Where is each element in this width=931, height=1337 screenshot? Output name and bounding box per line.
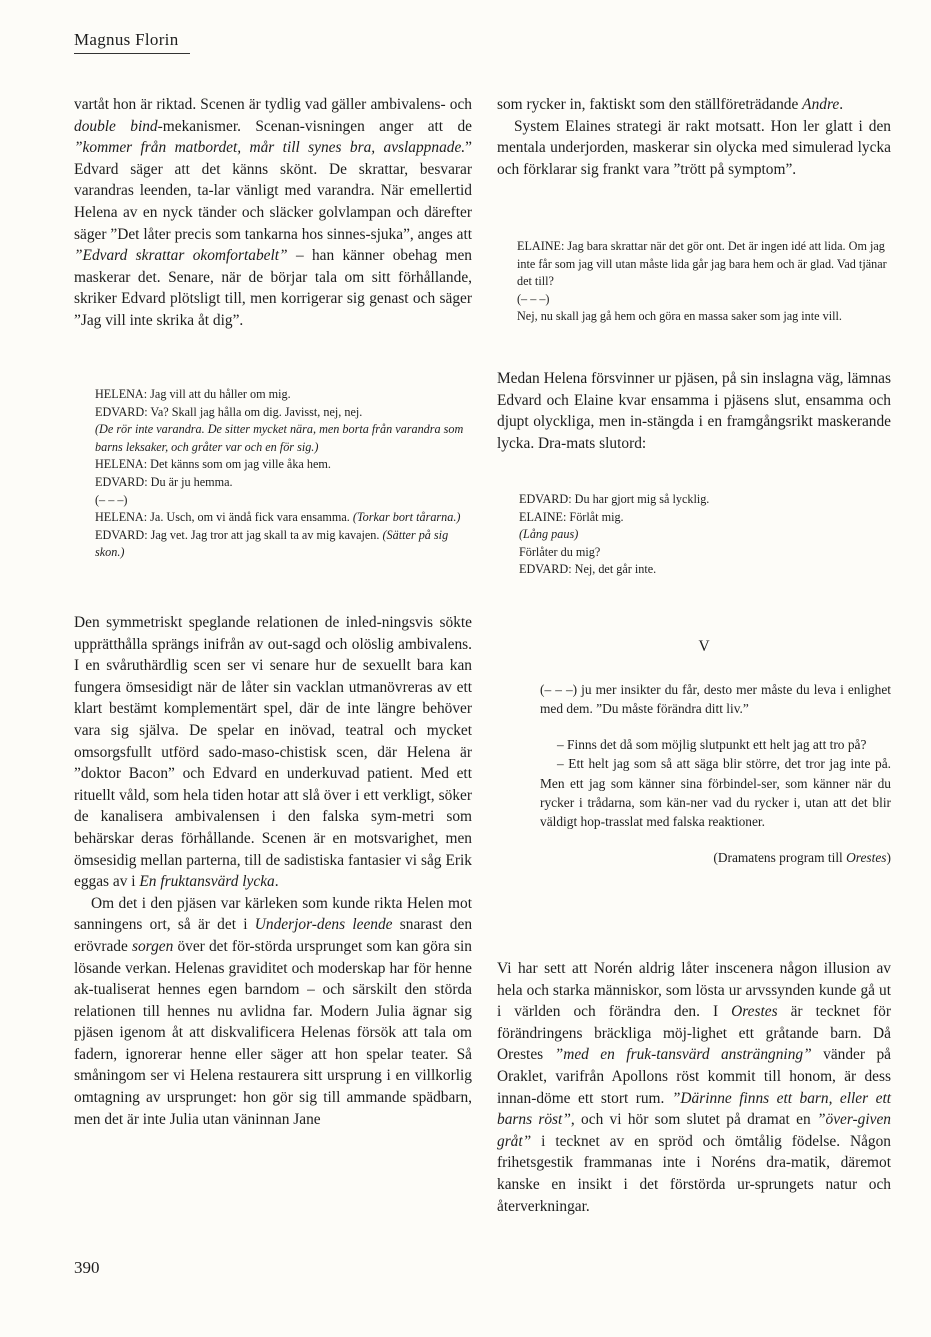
quote-paragraph: – Finns det då som möjlig slutpunkt ett helt jag att tro på?	[557, 736, 867, 752]
dialogue-excerpt-right-2	[519, 491, 891, 579]
ellipsis-marker: (– – –)	[95, 492, 128, 507]
dialogue-line: HELENA: Jag vill att du håller om mig.	[95, 387, 291, 401]
dialogue-line: ELAINE: Förlåt mig.	[519, 509, 624, 524]
paragraph-right-4: Vi har sett att Norén aldrig låter inscenera någon illusion av hela och starka människor, som lösta ur arvssynden kunde gå ut i världen och förändra den. I Orestes är tecknet för förändringens bräckliga möj-lighet ett gråtande barn. Då Orestes ”med en fruk-tansvärd ansträngning” vänder på Oraklet, varifrån Apollons röst kommit till honom, är dess innan-döme ett stort rum. ”Därinne finns ett barn, eller ett barns röst”, och vi hör som slutet på dramat en ”över-given gråt” i tecknet av en spröd och ömtålig födelse. Någon frihetsgestik frammanas inte i Noréns dra-matik, däremot kanske en insikt i det förstörda ur-sprungets natur och återverkningar.	[497, 960, 891, 1215]
ellipsis-marker: (– – –)	[517, 291, 550, 306]
paragraph-right-1: som rycker in, faktiskt som den ställföreträdande Andre.	[497, 96, 844, 113]
dialogue-line: HELENA: Det känns som om jag ville åka hem.	[95, 457, 331, 472]
running-header-author: Magnus Florin	[74, 30, 179, 49]
header-rule	[74, 53, 190, 54]
dialogue-excerpt-right-1	[517, 238, 891, 326]
dialogue-line: ELAINE: Jag bara skrattar när det gör ont. Det är ingen idé att lida. Om jag inte får som jag vill utan måste lida går jag bara hem och är glad. Vad tjänar det till?	[517, 239, 887, 289]
dialogue-line: EDVARD: Va? Skall jag hålla om dig. Javisst, nej, nej.	[95, 404, 363, 419]
section-heading-v: V	[698, 638, 710, 655]
right-column-middle	[497, 368, 891, 454]
quote-paragraph: – Ett helt jag som så att säga blir större, det tror jag inte på. Men ett jag som känner sina förbindel-ser, som känner när du rycker i trådarna, som kän-ner vad du rycker i, utan att det blir väldigt hop-trasslat med falska reaktioner.	[540, 756, 891, 830]
right-column	[497, 94, 891, 180]
dialogue-line: EDVARD: Du har gjort mig så lycklig.	[519, 492, 710, 506]
paragraph-left-3: Om det i den pjäsen var kärleken som kunde rikta Helen mot sanningens ort, så är det i Underjor-dens leende snarast den erövrade sorgen över det för-störda ursprunget som kan göra sin lösande verkan. Helenas graviditet och moderskap har för henne ak-tualiserat hennes egen barndom – och särskilt den störda relationen till hennes nu avlidna far. Modern Julia ägnar sig pjäsen igenom åt att diskvalificera Helenas försök att tala om fadern, ignorerar henne eller säger att hon spelar teater. Så småningom ser vi Helena restaurera sitt ursprung i en villkorlig omtagning av ursprunget: hon gör sig till ammande spädbarn, men det är inte Julia utan väninnan Jane	[74, 894, 473, 1128]
paragraph-right-3: Medan Helena försvinner ur pjäsen, på sin inslagna väg, lämnas Edvard och Elaine kvar ensamma i pjäsens slut, ensamma och djupt olyckliga, men in-stängda i en framgångsrikt maskerande lycka. Dra-mats slutord:	[497, 370, 891, 452]
block-quote	[540, 680, 891, 867]
right-column-lower	[497, 958, 891, 1217]
left-column	[74, 94, 472, 332]
stage-direction: (Lång paus)	[519, 527, 579, 542]
dialogue-line: EDVARD: Jag vet. Jag tror att jag skall ta av mig kavajen. (Sätter på sig skon.)	[95, 527, 449, 560]
dialogue-line: EDVARD: Nej, det går inte.	[519, 562, 657, 577]
dialogue-line: HELENA: Ja. Usch, om vi ändå fick vara ensamma. (Torkar bort tårarna.)	[95, 510, 461, 525]
dialogue-line: Förlåter du mig?	[519, 544, 601, 559]
stage-direction: (De rör inte varandra. De sitter mycket nära, men borta från varandra som barns leksaker, och gråter var och en för sig.)	[95, 422, 464, 454]
paragraph-right-2: System Elaines strategi är rakt motsatt. Hon ler glatt i den mentala underjorden, maskerar sin olycka med simulerad lycka och förklarar sig frankt vara ”trött på symptom”.	[497, 117, 891, 178]
paragraph-left-2: Den symmetriskt speglande relationen de inled-ningsvis sökte upprätthålla sprängs inifrån av out-sagd och olöslig ambivalens. I en svåruthärdlig scen ser vi senare hur de sexuellt bara kan fungera ömsesidigt när de låter sin vacklan utmanövreras av ett klart bestämt komplementärt spel, där de inte längre behöver vara sig själva. De spelar en inövad, teatral och mycket omsorgsfullt utförd sado-maso-chistisk scen, där Helena är ”doktor Bacon” och Edvard en underkuvad patient. Med ett rituellt våld, som hela tiden hotar att slå över i ett verkligt, söker de kanalisera ambivalensen i den falska sym-metri som behärskar deras förhållande. Scenen är en motsvarighet, men ömsesidig mellan parterna, till de sadistiska fantasier vi såg Erik eggas av i En fruktansvärd lycka.	[74, 614, 472, 891]
left-column-lower	[74, 612, 472, 1130]
paragraph-left-1: vartåt hon är riktad. Scenen är tydlig vad gäller ambivalens- och double bind-mekanismer. Scenan-visningen anger att de ”kommer från matbordet, mår till synes bra, avslappnade.” Edvard säger att det känns skönt. De skrattar, besvarar varandras leenden, ta-lar vänligt med varandra. När emellertid Helena av en nyck tänder och släcker golvlampan och därefter säger ”Det låter precis som tankarna hos sinnes-sjuka”, anges att ”Edvard skrattar okomfortabelt” – han känner obehag men maskerar det. Senare, när de börjar tala om sitt förhållande, skriker Edvard plötsligt till, men korrigerar sig genast och säger ”Jag vill inte skrika åt dig”.	[74, 96, 472, 329]
quote-paragraph: (– – –) ju mer insikter du får, desto mer måste du leva i enlighet med dem. ”Du måste förändra ditt liv.”	[540, 682, 891, 717]
page-number: 390	[74, 1258, 100, 1277]
dialogue-line: Nej, nu skall jag gå hem och göra en massa saker som jag inte vill.	[517, 309, 842, 324]
dialogue-excerpt-left	[95, 386, 473, 562]
dialogue-line: EDVARD: Du är ju hemma.	[95, 474, 233, 489]
quote-source: (Dramatens program till Orestes)	[713, 849, 891, 865]
